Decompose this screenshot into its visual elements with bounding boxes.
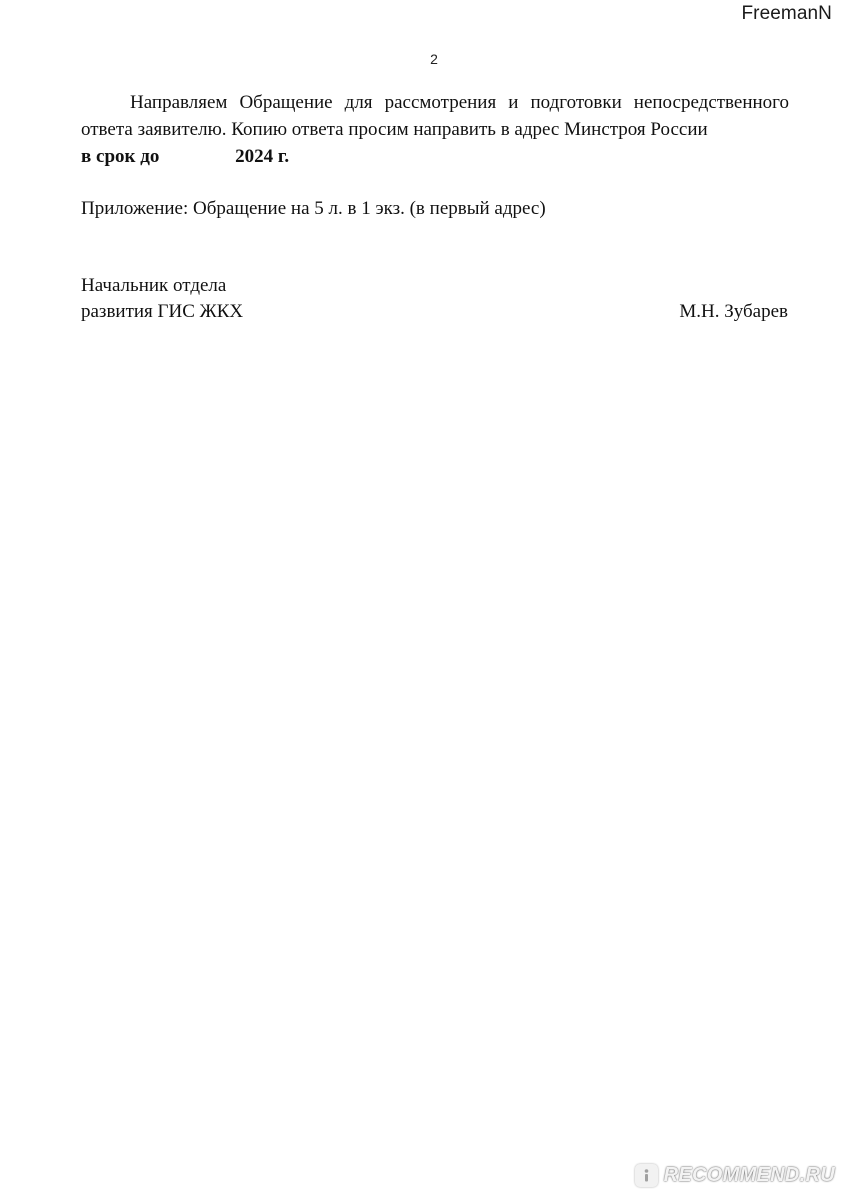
author-tag: FreemanN (741, 3, 832, 24)
deadline-year: 2024 г. (235, 146, 290, 167)
signer-position-line-1: Начальник отдела (81, 275, 227, 296)
page-number: 2 (430, 51, 438, 67)
deadline-prefix: в срок до (81, 146, 160, 167)
redacted-date (164, 145, 232, 165)
watermark-text: RECOMMEND.RU (663, 1164, 835, 1186)
recommend-logo-icon (635, 1164, 658, 1187)
deadline-line (81, 143, 289, 170)
signer-name: М.Н. Зубарев (679, 301, 788, 322)
signer-position-line-2: развития ГИС ЖКХ (81, 301, 244, 322)
attachment-note: Приложение: Обращение на 5 л. в 1 экз. (в первый адрес) (81, 198, 546, 219)
recommend-watermark (635, 1164, 835, 1187)
body-paragraph: Направляем Обращение для рассмотрения и подготовки непосредственного ответа заявителю. Копию ответа просим направить в адрес Минстроя России (81, 92, 789, 140)
